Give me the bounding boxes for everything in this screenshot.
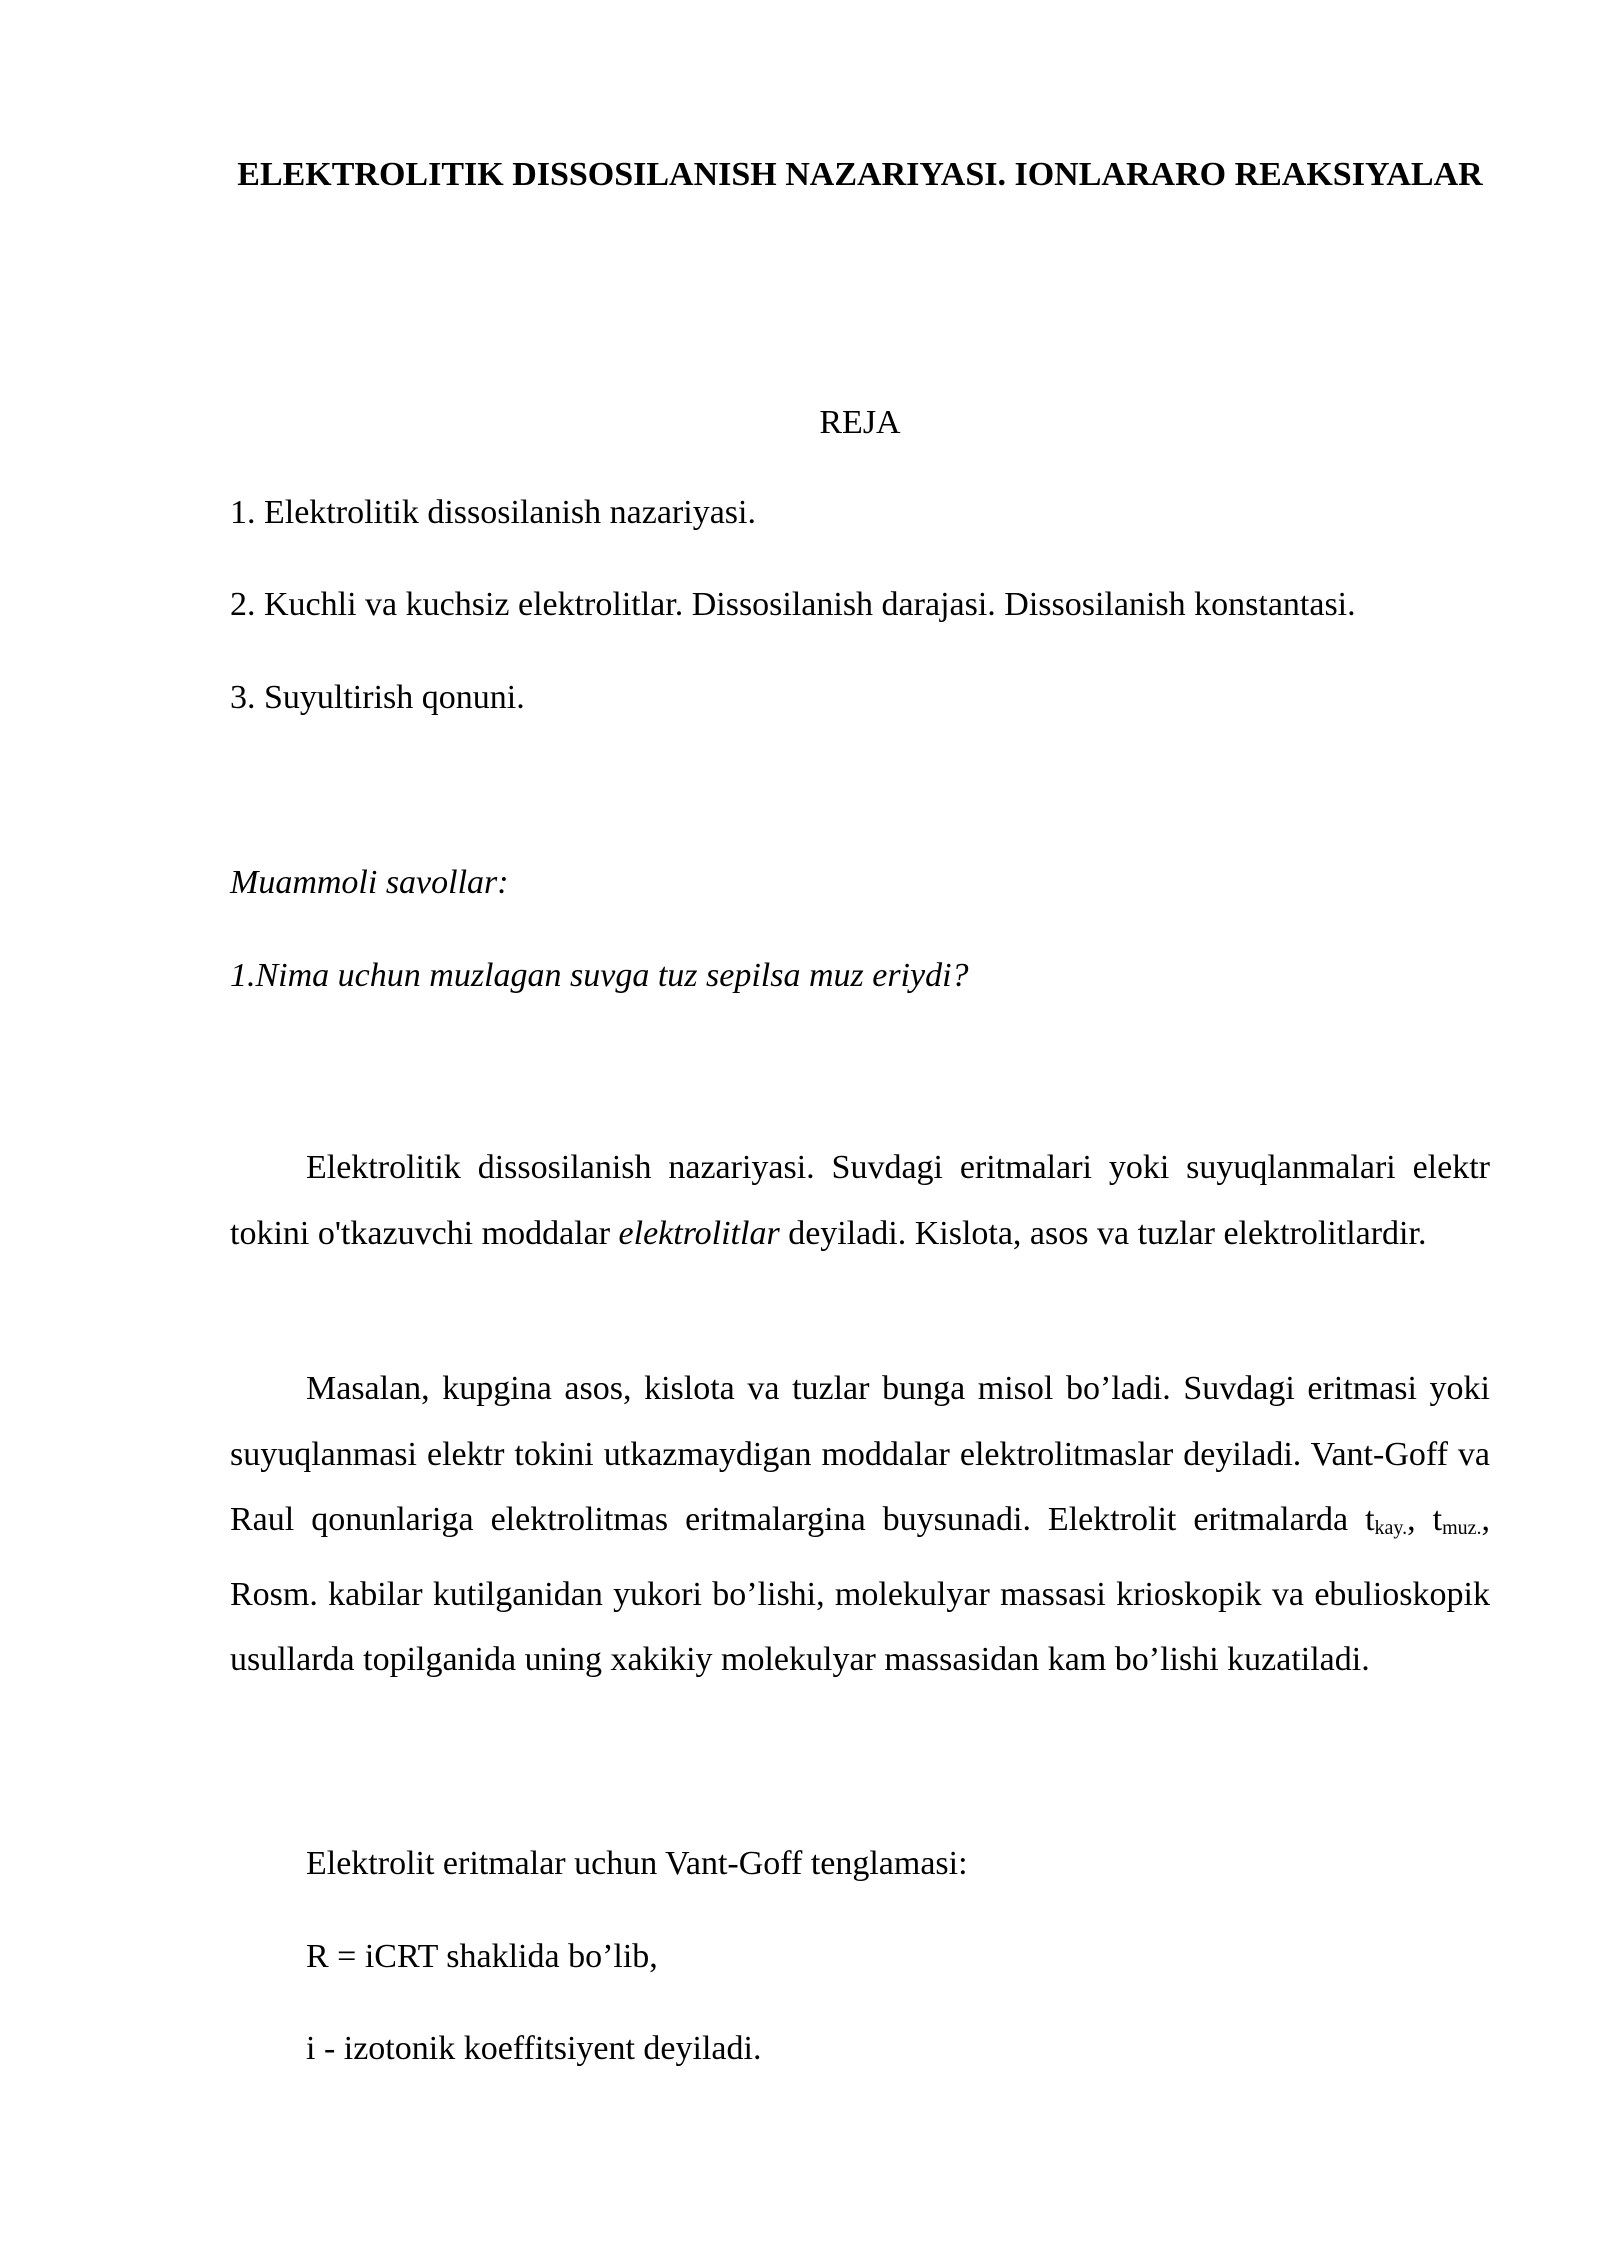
paragraph-1-before: Elektrolitik dissosilanish nazariyasi. Suvdagi eritmalari yoki suyuqlanmalari elektr tokini o'tkazuvchi moddalar [230, 1149, 1490, 1252]
questions-heading: Muammoli savollar: [230, 864, 509, 901]
paragraph-examples [230, 1356, 1490, 1693]
plan-item-3: 3. Suyultirish qonuni. [230, 679, 525, 716]
document-title: ELEKTROLITIK DISSOSILANISH NAZARIYASI. IONLARARO REAKSIYALAR [237, 156, 1483, 193]
plan-item-1: 1. Elektrolitik dissosilanish nazariyasi. [230, 494, 756, 531]
plan-heading: REJA [819, 404, 901, 441]
equation-line: R = iCRT shaklida bo’lib, [306, 1938, 658, 1975]
question-item-1: 1.Nima uchun muzlagan suvga tuz sepilsa muz eriydi? [230, 957, 969, 994]
subscript-muz: muz. [1442, 1517, 1482, 1539]
plan-item-2: 2. Kuchli va kuchsiz elektrolitlar. Dissosilanish darajasi. Dissosilanish konstantasi. [230, 586, 1356, 623]
equation-intro: Elektrolit eritmalar uchun Vant-Goff tenglamasi: [306, 1845, 968, 1882]
paragraph-1-after: deyiladi. Kislota, asos va tuzlar elektrolitlardir. [779, 1214, 1427, 1252]
paragraph-2-part-3: , Rosm. kabilar kutilganidan yukori bo’lishi, molekulyar massasi krioskopik va ebulioskopik usullarda topilganida uning xakikiy molekulyar massasidan kam bo’lishi kuzatiladi. [230, 1501, 1490, 1678]
paragraph-electrolytic-theory [230, 1135, 1490, 1266]
definition-line: i - izotonik koeffitsiyent deyiladi. [306, 2030, 762, 2067]
paragraph-1-emphasis: elektrolitlar [618, 1214, 780, 1252]
paragraph-2-part-1: Masalan, kupgina asos, kislota va tuzlar bunga misol bo’ladi. Suvdagi eritmasi yoki suyuqlanmasi elektr tokini utkazmaydigan moddalar elektrolitmaslar deyiladi. Vant-Goff va Raul qonunlariga elektrolitmas eritmalargina buysunadi. Elektrolit eritmalarda t [230, 1370, 1490, 1538]
paragraph-2-part-2: , t [1407, 1501, 1443, 1538]
subscript-kay: kay. [1374, 1517, 1408, 1539]
